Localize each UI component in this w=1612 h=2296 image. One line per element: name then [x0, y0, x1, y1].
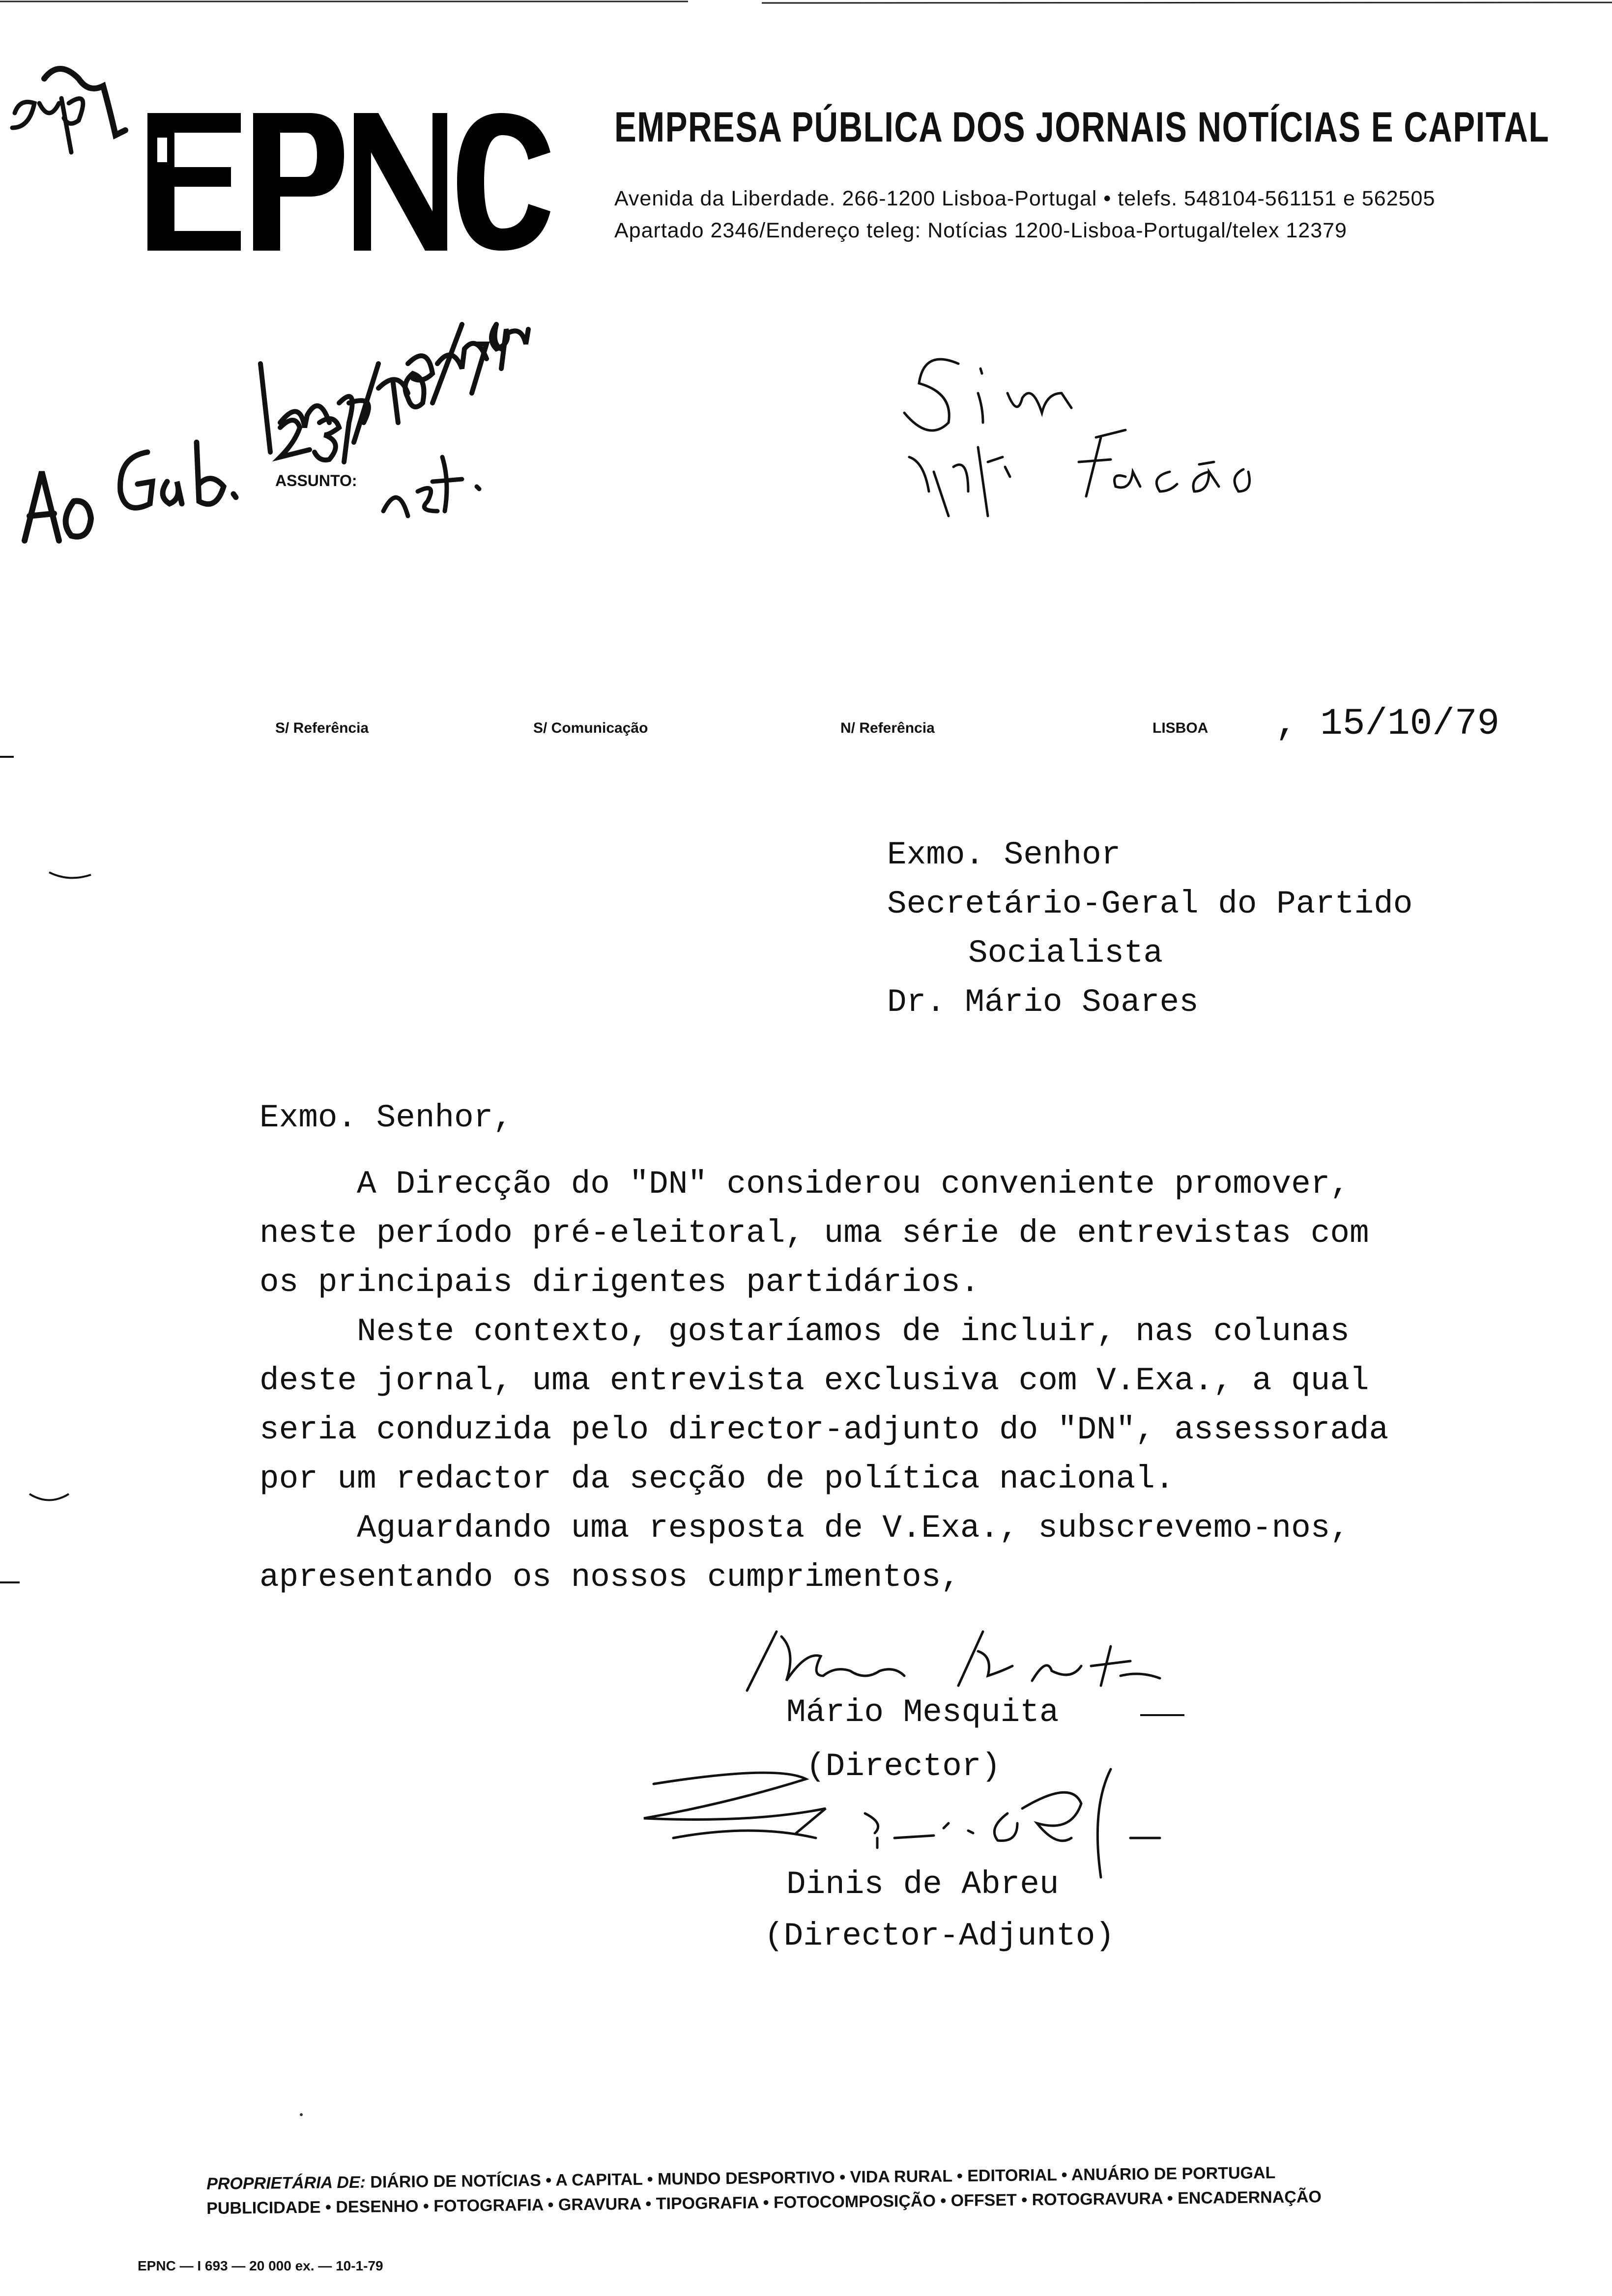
body-line-6: seria conduzida pelo director-adjunto do "DN", assessorada — [259, 1411, 1389, 1448]
body-line-4: Neste contexto, gostaríamos de incluir, nas colunas — [259, 1313, 1350, 1350]
salutation: Exmo. Senhor, — [259, 1099, 513, 1136]
recipient-line-2: Secretário-Geral do Partido — [887, 886, 1413, 922]
top-rule — [0, 0, 1612, 3]
body-line-7: por um redactor da secção de política nacional. — [259, 1461, 1175, 1497]
recipient-line-4: Dr. Mário Soares — [887, 984, 1199, 1021]
our-reference-label: N/ Referência — [840, 720, 935, 736]
address-line-1: Avenida da Liberdade. 266-1200 Lisboa-Portugal • telefs. 548104-561151 e 562505 — [614, 187, 1436, 210]
letter-date: , 15/10/79 — [1275, 703, 1500, 745]
margin-marks — [0, 747, 108, 1592]
body-line-3: os principais dirigentes partidários. — [259, 1264, 980, 1301]
subject-label: ASSUNTO: — [275, 472, 357, 489]
body-line-1: A Direcção do "DN" considerou conveniente promover, — [259, 1166, 1350, 1203]
address-line-2: Apartado 2346/Endereço teleg: Notícias 1200-Lisboa-Portugal/telex 12379 — [614, 219, 1347, 242]
handwritten-note-approval — [894, 329, 1278, 536]
signatory-1-name: Mário Mesquita — [786, 1694, 1059, 1731]
place-label: LISBOA — [1152, 720, 1209, 736]
footer-line-2: PUBLICIDADE • DESENHO • FOTOGRAFIA • GRAVURA • TIPOGRAFIA • FOTOCOMPOSIÇÃO • OFFSET • ROTOGRAVURA • ENCADERNAÇÃO — [206, 2187, 1322, 2218]
company-name: EMPRESA PÚBLICA DOS JORNAIS NOTÍCIAS E CAPITAL — [614, 104, 1550, 151]
footer-owner-list: DIÁRIO DE NOTÍCIAS • A CAPITAL • MUNDO DESPORTIVO • VIDA RURAL • EDITORIAL • ANUÁRIO DE PORTUGAL — [370, 2163, 1276, 2192]
signatory-2-title: (Director-Adjunto) — [764, 1918, 1115, 1954]
recipient-line-3: Socialista — [968, 935, 1163, 972]
body-line-2: neste período pré-eleitoral, uma série de entrevistas com — [259, 1215, 1369, 1252]
body-line-8: Aguardando uma resposta de V.Exa., subscrevemo-nos, — [259, 1510, 1350, 1547]
signatory-1-title: (Director) — [806, 1748, 1001, 1785]
body-line-5: deste jornal, uma entrevista exclusiva com V.Exa., a qual — [259, 1362, 1369, 1399]
their-communication-label: S/ Comunicação — [533, 720, 648, 736]
their-reference-label: S/ Referência — [275, 720, 369, 736]
print-code: EPNC — I 693 — 20 000 ex. — 10-1-79 — [138, 2258, 383, 2273]
recipient-line-1: Exmo. Senhor — [887, 836, 1121, 873]
stray-dot — [300, 2113, 303, 2116]
signatory-2-name: Dinis de Abreu — [786, 1866, 1059, 1903]
footer-owner-prefix: PROPRIETÁRIA DE: — [206, 2173, 366, 2193]
body-line-9: apresentando os nossos cumprimentos, — [259, 1559, 960, 1596]
